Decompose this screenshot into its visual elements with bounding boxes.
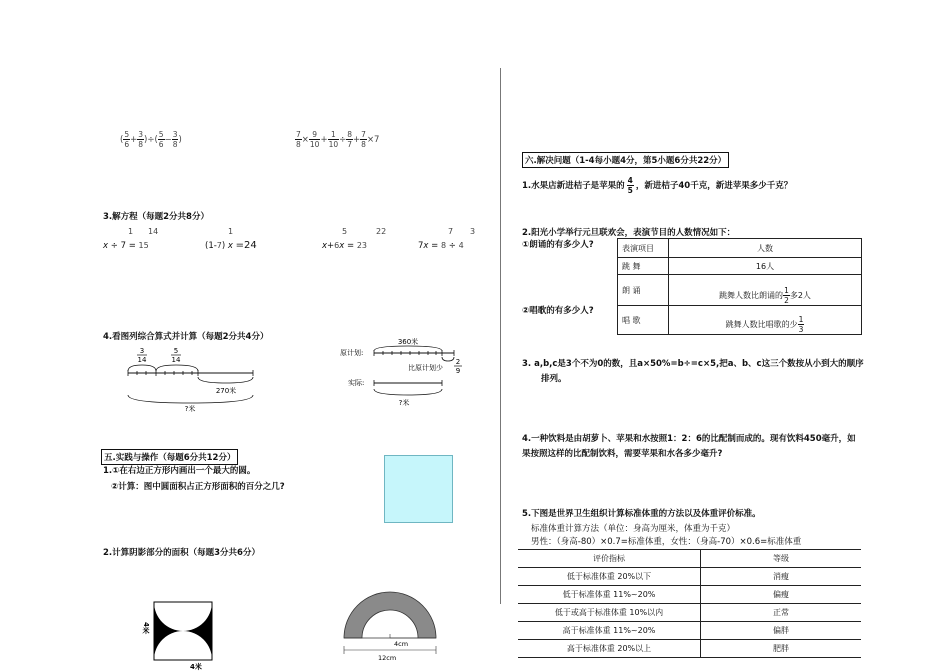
table-cell: 偏瘦 xyxy=(701,586,862,604)
q3-title: 3.解方程（每题2分共8分） xyxy=(103,212,209,222)
fig4-outer-label: 12cm xyxy=(378,654,397,662)
table-row xyxy=(518,550,861,568)
table-row xyxy=(518,604,861,622)
table-header-item: 表演项目 xyxy=(618,239,669,258)
table-row xyxy=(518,586,861,604)
equation-2: 1 (1-7) x =24 xyxy=(205,227,257,251)
fig1-length-label: 270米 xyxy=(215,387,237,395)
q4-title: 4.看图列综合算式并计算（每题2分共4分） xyxy=(103,332,269,342)
table-cell: 朗 诵 xyxy=(618,275,669,306)
segment-diagram-2 xyxy=(338,335,468,410)
fig2-less-label: 比原计划少 xyxy=(408,364,443,372)
table-cell: 高于标准体重 20%以上 xyxy=(518,640,701,658)
table-cell: 16人 xyxy=(669,258,862,275)
weight-standard-table xyxy=(518,549,861,658)
q6-1: 1.水果店新进桔子是苹果的 $\frac{4}{5}$ ，新进桔子40千克，新进苹果多少千克？ xyxy=(522,176,793,195)
table-cell: 跳舞人数比朗诵的 $\frac{1}{2}$ 多2人 xyxy=(669,275,862,306)
fig2-frac-num: 2 xyxy=(455,358,461,366)
q5-2-title: 2.计算阴影部分的面积（每题3分共6分） xyxy=(103,548,260,558)
fig1-frac1-num: 3 xyxy=(139,347,145,355)
table-row xyxy=(618,306,862,335)
table-cell: 高于标准体重 11%~20% xyxy=(518,622,701,640)
fig1-frac2-num: 5 xyxy=(173,347,179,355)
table-cell: 肥胖 xyxy=(701,640,862,658)
fig2-plan-label: 原计划: xyxy=(340,349,364,357)
q5-1-part-a: 1.①在右边正方形内画出一个最大的圆。 xyxy=(103,466,256,476)
performance-table xyxy=(617,238,862,335)
q6-5-title: 5.下图是世界卫生组织计算标准体重的方法以及体重评价标准。 xyxy=(522,509,761,519)
fig2-total-label: 360米 xyxy=(397,338,419,346)
table-cell: 跳 舞 xyxy=(618,258,669,275)
table-cell: 偏胖 xyxy=(701,622,862,640)
table-row xyxy=(618,239,862,258)
table-row xyxy=(518,640,861,658)
fig3-bottom-label: 4米 xyxy=(190,663,202,671)
q6-5-formula: 男性：（身高-80）×0.7=标准体重，女性：（身高-70）×0.6=标准体重 xyxy=(531,537,802,547)
table-header-count: 人数 xyxy=(669,239,862,258)
table-cell: 低于或高于标准体重 10%以内 xyxy=(518,604,701,622)
table-header-level: 等级 xyxy=(701,550,862,568)
fig1-question: ?米 xyxy=(184,405,196,413)
q6-2-title: 2.阳光小学举行元旦联欢会，表演节目的人数情况如下： xyxy=(522,228,736,238)
equation-1: 1 14 x ÷ 7 = 15 xyxy=(103,227,159,251)
q6-3-line-2: 排列。 xyxy=(541,374,567,384)
table-cell: 低于标准体重 11%~20% xyxy=(518,586,701,604)
table-cell: 正常 xyxy=(701,604,862,622)
table-row xyxy=(618,258,862,275)
section-5-title: 五.实践与操作（每题6分共12分） xyxy=(101,449,238,465)
q6-5-method: 标准体重计算方法（单位：身高为厘米，体重为千克） xyxy=(531,524,736,534)
section-6-title: 六.解决问题（1-4每小题4分，第5小题6分共22分） xyxy=(522,152,729,168)
calc-expression-1: ( $\frac{5}{6}$ + $\frac{3}{8}$ )÷( $\frac{5}{6}$ − $\frac{3}{8}$ ) xyxy=(120,130,182,149)
fig1-frac1-den: 14 xyxy=(137,356,147,364)
fig2-frac-den: 9 xyxy=(455,367,461,375)
fig3-side-label: 4米 xyxy=(142,622,150,634)
q6-3-line-1: 3. a,b,c是3个不为0的数，且a×50%=b÷=c×5,把a、b、c这三个数按从小到大的顺序 xyxy=(522,359,864,369)
table-row xyxy=(518,568,861,586)
table-row xyxy=(618,275,862,306)
table-header-indicator: 评价指标 xyxy=(518,550,701,568)
segment-diagram-1 xyxy=(118,345,268,415)
square-drawing-area[interactable] xyxy=(384,455,453,523)
q6-2-part-a: ①朗诵的有多少人? xyxy=(522,240,594,250)
fig4-inner-label: 4cm xyxy=(394,640,409,648)
table-row xyxy=(518,622,861,640)
equation-3: 5 22 x+6x = 23 xyxy=(322,227,387,251)
calc-expression-2: $\frac{7}{8}$ × $\frac{9}{10}$ + $\frac{1}{10}$ ÷ $\frac{8}{7}$ + $\frac{7}{8}$ ×7 xyxy=(296,130,380,149)
q6-4-line-2: 果按照这样的比配制饮料，需要苹果和水各多少毫升? xyxy=(522,449,723,459)
table-cell: 跳舞人数比唱歌的少 $\frac{1}{3}$ xyxy=(669,306,862,335)
semi-ring-figure xyxy=(336,588,446,668)
table-cell: 低于标准体重 20%以下 xyxy=(518,568,701,586)
column-divider xyxy=(500,68,501,604)
table-cell: 唱 歌 xyxy=(618,306,669,335)
fig1-frac2-den: 14 xyxy=(171,356,181,364)
table-cell: 消瘦 xyxy=(701,568,862,586)
equation-4: 7 3 7x = 8 ÷ 4 xyxy=(418,227,476,251)
fig2-actual-label: 实际: xyxy=(348,379,365,387)
q5-1-part-b: ②计算：图中圆面积占正方形面积的百分之几? xyxy=(111,482,285,492)
q6-2-part-b: ②唱歌的有多少人? xyxy=(522,306,594,316)
q6-4-line-1: 4.一种饮料是由胡萝卜、苹果和水按照1：2：6的比配制而成的。现有饮料450毫升，如 xyxy=(522,434,856,444)
shaded-square-figure xyxy=(140,600,220,671)
fig2-question: ?米 xyxy=(398,399,410,407)
